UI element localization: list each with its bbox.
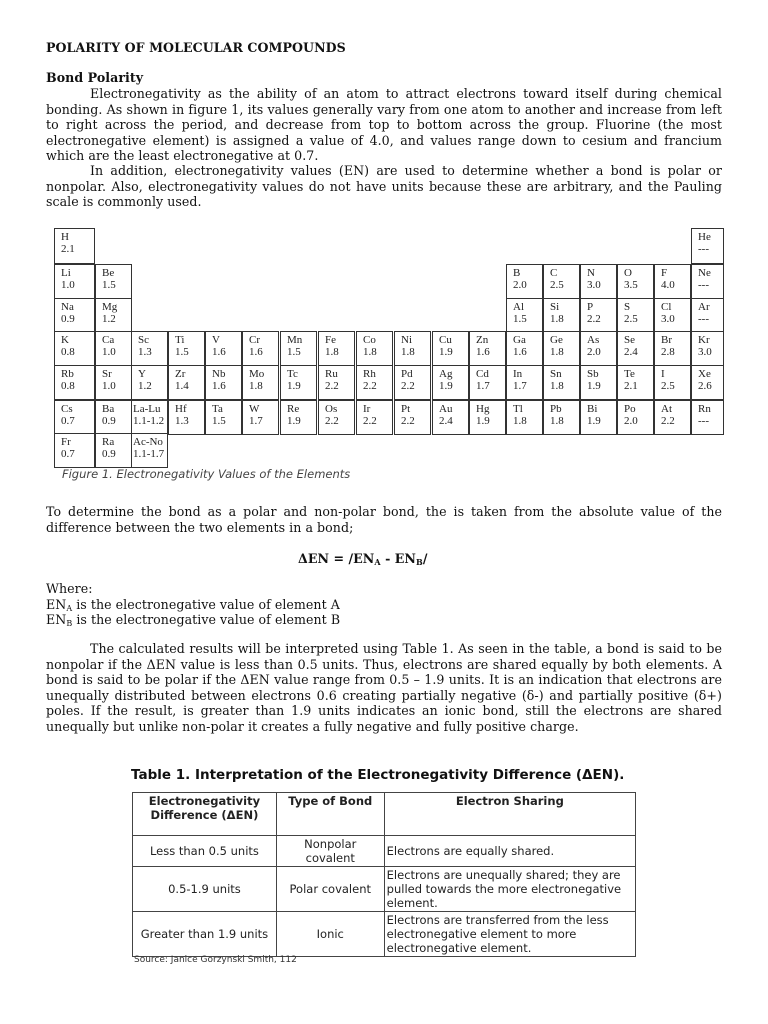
element-symbol: Se bbox=[624, 334, 635, 346]
paragraph-3: To determine the bond as a polar and non-polar bond, the is taken from the absolute value of the difference between the two elements in a bond; bbox=[46, 504, 722, 535]
element-symbol: Sr bbox=[102, 368, 112, 380]
element-value: 1.6 bbox=[212, 345, 226, 358]
element-symbol: Ba bbox=[102, 403, 115, 415]
paragraph-4: The calculated results will be interpreted using Table 1. As seen in the table, a bond is said to be nonpolar if the ΔEN value is less than 0.5 units. Thus, electrons are shared equally by both elements. A bond is said to be polar if the ΔEN value range from 0.5 – 1.9 units. It is an indication that electrons are unequally distributed between electrons 0.6 creating partially negative (δ-) and partially positive (δ+) poles. If the result, is greater than 1.9 units indicates an ionic bond, still the electrons are shared unequally but unlike non-polar it creates a fully negative and fully positive charge. bbox=[46, 641, 722, 734]
element-symbol: Sb bbox=[587, 368, 599, 380]
element-symbol: Ni bbox=[401, 334, 412, 346]
element-cell-zr bbox=[168, 365, 205, 400]
element-value: 2.4 bbox=[439, 414, 453, 427]
element-cell-cs bbox=[54, 400, 95, 435]
element-value: 2.2 bbox=[401, 379, 415, 392]
element-cell-mo bbox=[242, 365, 279, 400]
element-cell-xe bbox=[691, 365, 724, 400]
element-value: 1.7 bbox=[476, 379, 490, 392]
element-cell-kr bbox=[691, 331, 724, 366]
element-symbol: Sc bbox=[138, 334, 149, 346]
element-cell-si bbox=[543, 298, 580, 333]
element-cell-h bbox=[54, 228, 95, 264]
element-cell-os bbox=[318, 400, 355, 435]
element-cell-au bbox=[432, 400, 469, 435]
element-value: 0.7 bbox=[61, 447, 75, 460]
element-cell-w bbox=[242, 400, 279, 435]
element-cell-co bbox=[356, 331, 393, 366]
element-symbol: Hf bbox=[175, 403, 187, 415]
element-cell-br bbox=[654, 331, 691, 366]
element-value: 1.2 bbox=[102, 312, 116, 325]
element-symbol: Zr bbox=[175, 368, 186, 380]
element-value: 1.9 bbox=[287, 379, 301, 392]
element-symbol: As bbox=[587, 334, 600, 346]
element-cell-rn bbox=[691, 400, 724, 435]
element-value: 0.9 bbox=[61, 312, 75, 325]
element-value: 1.6 bbox=[476, 345, 490, 358]
element-value: 2.6 bbox=[698, 379, 712, 392]
element-symbol: P bbox=[587, 301, 594, 313]
element-value: 2.2 bbox=[363, 379, 377, 392]
table-cell: Nonpolar covalent bbox=[276, 836, 384, 867]
element-cell-ag bbox=[432, 365, 469, 400]
element-symbol: Rb bbox=[61, 368, 74, 380]
figure-caption: Figure 1. Electronegativity Values of the Elements bbox=[62, 467, 351, 481]
element-symbol: V bbox=[212, 334, 220, 346]
element-value: 1.1-1.2 bbox=[133, 414, 165, 427]
element-cell-tc bbox=[280, 365, 317, 400]
formula: $\Delta EN = /EN_A - EN_B/$ bbox=[298, 551, 428, 567]
element-symbol: Y bbox=[138, 368, 146, 380]
table-cell: Less than 0.5 units bbox=[133, 836, 277, 867]
element-cell-hf bbox=[168, 400, 205, 435]
element-cell-cu bbox=[432, 331, 469, 366]
element-value: 1.8 bbox=[550, 312, 564, 325]
element-symbol: Pt bbox=[401, 403, 411, 415]
element-value: 1.8 bbox=[550, 379, 564, 392]
element-symbol: Tc bbox=[287, 368, 298, 380]
element-value: 1.0 bbox=[102, 345, 116, 358]
header-en-diff: Electronegativity Difference (ΔEN) bbox=[133, 793, 277, 836]
element-symbol: La-Lu bbox=[133, 403, 161, 415]
element-cell-ta bbox=[205, 400, 242, 435]
element-cell-p bbox=[580, 298, 617, 333]
element-cell-na bbox=[54, 298, 95, 333]
element-cell-nb bbox=[205, 365, 242, 400]
element-value: 2.2 bbox=[325, 414, 339, 427]
element-value: 1.0 bbox=[102, 379, 116, 392]
element-value: 1.8 bbox=[401, 345, 415, 358]
element-symbol: Xe bbox=[698, 368, 711, 380]
element-value: 1.7 bbox=[513, 379, 527, 392]
element-value: 1.8 bbox=[363, 345, 377, 358]
table-title: Table 1. Interpretation of the Electronegativity Difference (ΔEN). bbox=[131, 767, 625, 783]
element-cell-tl bbox=[506, 400, 543, 435]
element-value: 1.8 bbox=[550, 345, 564, 358]
element-cell-pt bbox=[394, 400, 431, 435]
element-value: --- bbox=[698, 414, 709, 427]
page-title: POLARITY OF MOLECULAR COMPOUNDS bbox=[46, 40, 346, 55]
element-value: 1.5 bbox=[175, 345, 189, 358]
element-value: 2.2 bbox=[587, 312, 601, 325]
element-cell-ni bbox=[394, 331, 431, 366]
element-cell-re bbox=[280, 400, 317, 435]
element-symbol: At bbox=[661, 403, 672, 415]
element-cell-f bbox=[654, 264, 691, 299]
element-symbol: Bi bbox=[587, 403, 598, 415]
element-symbol: Si bbox=[550, 301, 560, 313]
where-line-a: $EN_A$ is the electronegative value of element A bbox=[46, 597, 340, 613]
table-cell: Electrons are unequally shared; they are pulled towards the more electronegative element. bbox=[384, 867, 635, 912]
element-value: 0.9 bbox=[102, 447, 116, 460]
element-value: 1.8 bbox=[550, 414, 564, 427]
element-symbol: He bbox=[698, 231, 711, 243]
element-cell-y bbox=[131, 365, 168, 400]
element-value: 0.8 bbox=[61, 379, 75, 392]
element-value: 1.8 bbox=[325, 345, 339, 358]
element-value: 2.2 bbox=[325, 379, 339, 392]
element-value: 3.5 bbox=[624, 278, 638, 291]
element-symbol: W bbox=[249, 403, 260, 415]
element-value: 2.8 bbox=[661, 345, 675, 358]
element-symbol: Cr bbox=[249, 334, 260, 346]
element-cell-as bbox=[580, 331, 617, 366]
table-cell: 0.5-1.9 units bbox=[133, 867, 277, 912]
element-symbol: Rh bbox=[363, 368, 376, 380]
header-electron-sharing: Electron Sharing bbox=[384, 793, 635, 836]
element-value: 2.5 bbox=[550, 278, 564, 291]
element-cell-ge bbox=[543, 331, 580, 366]
element-symbol: Cl bbox=[661, 301, 672, 313]
element-value: 3.0 bbox=[698, 345, 712, 358]
element-cell-in bbox=[506, 365, 543, 400]
element-cell-zn bbox=[469, 331, 506, 366]
element-symbol: Zn bbox=[476, 334, 489, 346]
element-cell-rh bbox=[356, 365, 393, 400]
element-value: 1.3 bbox=[175, 414, 189, 427]
element-symbol: Na bbox=[61, 301, 74, 313]
interpretation-table bbox=[132, 792, 636, 957]
element-symbol: H bbox=[61, 231, 69, 243]
table-row bbox=[133, 867, 636, 912]
element-symbol: Ne bbox=[698, 267, 711, 279]
element-cell-n bbox=[580, 264, 617, 299]
element-value: 1.0 bbox=[61, 278, 75, 291]
element-cell-se bbox=[617, 331, 654, 366]
element-symbol: Tl bbox=[513, 403, 523, 415]
element-symbol: Cs bbox=[61, 403, 73, 415]
element-cell-ca bbox=[95, 331, 132, 366]
element-value: 1.9 bbox=[439, 345, 453, 358]
element-value: 1.4 bbox=[175, 379, 189, 392]
element-value: --- bbox=[698, 312, 709, 325]
element-value: 2.5 bbox=[624, 312, 638, 325]
element-value: 2.5 bbox=[661, 379, 675, 392]
element-symbol: Be bbox=[102, 267, 115, 279]
element-symbol: Ti bbox=[175, 334, 185, 346]
element-cell-at bbox=[654, 400, 691, 435]
element-value: 1.3 bbox=[138, 345, 152, 358]
element-value: 1.6 bbox=[513, 345, 527, 358]
element-value: 2.4 bbox=[624, 345, 638, 358]
element-cell-ra bbox=[95, 433, 132, 468]
element-symbol: Ir bbox=[363, 403, 371, 415]
element-value: 2.0 bbox=[513, 278, 527, 291]
element-symbol: Pd bbox=[401, 368, 413, 380]
element-symbol: In bbox=[513, 368, 523, 380]
header-bond-type: Type of Bond bbox=[276, 793, 384, 836]
element-value: --- bbox=[698, 278, 709, 291]
table-cell: Greater than 1.9 units bbox=[133, 912, 277, 957]
element-cell-pb bbox=[543, 400, 580, 435]
element-cell-bi bbox=[580, 400, 617, 435]
table-source: Source: Janice Gorzynski Smith, 112 bbox=[134, 955, 297, 965]
element-symbol: N bbox=[587, 267, 595, 279]
element-symbol: Mo bbox=[249, 368, 265, 380]
element-cell-v bbox=[205, 331, 242, 366]
table-row bbox=[133, 836, 636, 867]
element-value: 1.9 bbox=[476, 414, 490, 427]
element-symbol: Kr bbox=[698, 334, 710, 346]
element-cell-ar bbox=[691, 298, 724, 333]
element-cell-sn bbox=[543, 365, 580, 400]
element-value: 1.5 bbox=[287, 345, 301, 358]
element-symbol: O bbox=[624, 267, 632, 279]
element-value: 1.9 bbox=[587, 379, 601, 392]
element-symbol: Ge bbox=[550, 334, 563, 346]
element-cell-ir bbox=[356, 400, 393, 435]
element-cell-ga bbox=[506, 331, 543, 366]
element-cell-la-lu bbox=[131, 400, 168, 435]
element-cell-cl bbox=[654, 298, 691, 333]
element-value: 0.7 bbox=[61, 414, 75, 427]
element-cell-cd bbox=[469, 365, 506, 400]
element-symbol: Mn bbox=[287, 334, 303, 346]
element-cell-li bbox=[54, 264, 95, 299]
element-value: 3.0 bbox=[661, 312, 675, 325]
element-value: 4.0 bbox=[661, 278, 675, 291]
element-symbol: Ar bbox=[698, 301, 710, 313]
element-symbol: Au bbox=[439, 403, 453, 415]
element-symbol: Nb bbox=[212, 368, 226, 380]
element-cell-s bbox=[617, 298, 654, 333]
element-value: 1.9 bbox=[587, 414, 601, 427]
element-symbol: F bbox=[661, 267, 668, 279]
element-value: 2.0 bbox=[587, 345, 601, 358]
element-cell-rb bbox=[54, 365, 95, 400]
element-value: 1.9 bbox=[287, 414, 301, 427]
element-value: 1.8 bbox=[249, 379, 263, 392]
element-value: 1.2 bbox=[138, 379, 152, 392]
element-value: 2.2 bbox=[401, 414, 415, 427]
element-symbol: Po bbox=[624, 403, 636, 415]
element-value: 1.6 bbox=[249, 345, 263, 358]
table-header-row bbox=[133, 793, 636, 836]
element-symbol: Os bbox=[325, 403, 338, 415]
element-symbol: Ca bbox=[102, 334, 115, 346]
element-value: 3.0 bbox=[587, 278, 601, 291]
element-cell-fe bbox=[318, 331, 355, 366]
element-symbol: Fe bbox=[325, 334, 336, 346]
element-cell-al bbox=[506, 298, 543, 333]
element-value: 1.5 bbox=[102, 278, 116, 291]
element-value: --- bbox=[698, 242, 709, 255]
element-value: 2.1 bbox=[624, 379, 638, 392]
element-symbol: Ru bbox=[325, 368, 338, 380]
element-symbol: Ra bbox=[102, 436, 115, 448]
element-symbol: I bbox=[661, 368, 665, 380]
element-cell-hg bbox=[469, 400, 506, 435]
element-symbol: Li bbox=[61, 267, 71, 279]
element-value: 1.1-1.7 bbox=[133, 447, 165, 460]
element-symbol: S bbox=[624, 301, 631, 313]
element-cell-ne bbox=[691, 264, 724, 299]
element-cell-ti bbox=[168, 331, 205, 366]
element-cell-sb bbox=[580, 365, 617, 400]
element-symbol: Ac-No bbox=[133, 436, 163, 448]
element-symbol: Br bbox=[661, 334, 672, 346]
element-symbol: Co bbox=[363, 334, 376, 346]
element-symbol: Rn bbox=[698, 403, 711, 415]
element-symbol: Al bbox=[513, 301, 524, 313]
element-cell-be bbox=[95, 264, 132, 299]
where-label: Where: bbox=[46, 581, 93, 596]
section-heading: Bond Polarity bbox=[46, 70, 144, 85]
element-value: 0.9 bbox=[102, 414, 116, 427]
element-value: 2.0 bbox=[624, 414, 638, 427]
paragraph-1: Electronegativity as the ability of an atom to attract electrons toward itself during chemical bonding. As shown in figure 1, its values generally vary from one atom to another and increase from left to right across the period, and decrease from top to bottom across the group. Fluorine (the most electronegative element) is assigned a value of 4.0, and values range down to cesium and francium which are the least electronegative at 0.7. bbox=[46, 86, 722, 164]
element-cell-he bbox=[691, 228, 724, 264]
element-symbol: C bbox=[550, 267, 558, 279]
element-symbol: Cd bbox=[476, 368, 489, 380]
element-symbol: B bbox=[513, 267, 521, 279]
element-symbol: Ga bbox=[513, 334, 526, 346]
element-symbol: Cu bbox=[439, 334, 452, 346]
element-symbol: K bbox=[61, 334, 69, 346]
element-cell-ac-no bbox=[131, 433, 168, 468]
paragraph-2: In addition, electronegativity values (EN) are used to determine whether a bond is polar or nonpolar. Also, electronegativity values do not have units because these are arbitrary, and the Pauling scale is commonly used. bbox=[46, 163, 722, 210]
element-cell-k bbox=[54, 331, 95, 366]
table-cell: Polar covalent bbox=[276, 867, 384, 912]
element-cell-te bbox=[617, 365, 654, 400]
element-cell-pd bbox=[394, 365, 431, 400]
element-value: 1.5 bbox=[212, 414, 226, 427]
element-value: 2.1 bbox=[61, 242, 75, 255]
where-line-b: $EN_B$ is the electronegative value of element B bbox=[46, 612, 341, 628]
element-cell-ba bbox=[95, 400, 132, 435]
element-value: 2.2 bbox=[363, 414, 377, 427]
element-value: 1.8 bbox=[513, 414, 527, 427]
element-cell-sc bbox=[131, 331, 168, 366]
element-cell-sr bbox=[95, 365, 132, 400]
table-row bbox=[133, 912, 636, 957]
table-cell: Electrons are transferred from the less electronegative element to more electronegative element. bbox=[384, 912, 635, 957]
element-cell-b bbox=[506, 264, 543, 299]
table-cell: Electrons are equally shared. bbox=[384, 836, 635, 867]
element-cell-po bbox=[617, 400, 654, 435]
element-cell-c bbox=[543, 264, 580, 299]
element-symbol: Sn bbox=[550, 368, 562, 380]
element-symbol: Re bbox=[287, 403, 300, 415]
element-value: 1.9 bbox=[439, 379, 453, 392]
element-cell-i bbox=[654, 365, 691, 400]
element-cell-ru bbox=[318, 365, 355, 400]
element-cell-mg bbox=[95, 298, 132, 333]
element-value: 2.2 bbox=[661, 414, 675, 427]
element-symbol: Te bbox=[624, 368, 635, 380]
element-value: 1.5 bbox=[513, 312, 527, 325]
element-value: 1.7 bbox=[249, 414, 263, 427]
element-cell-fr bbox=[54, 433, 95, 468]
element-symbol: Ta bbox=[212, 403, 223, 415]
element-value: 1.6 bbox=[212, 379, 226, 392]
element-value: 0.8 bbox=[61, 345, 75, 358]
element-cell-mn bbox=[280, 331, 317, 366]
element-cell-o bbox=[617, 264, 654, 299]
element-symbol: Ag bbox=[439, 368, 453, 380]
element-symbol: Mg bbox=[102, 301, 118, 313]
element-symbol: Hg bbox=[476, 403, 490, 415]
element-symbol: Fr bbox=[61, 436, 71, 448]
element-symbol: Pb bbox=[550, 403, 562, 415]
element-cell-cr bbox=[242, 331, 279, 366]
table-cell: Ionic bbox=[276, 912, 384, 957]
